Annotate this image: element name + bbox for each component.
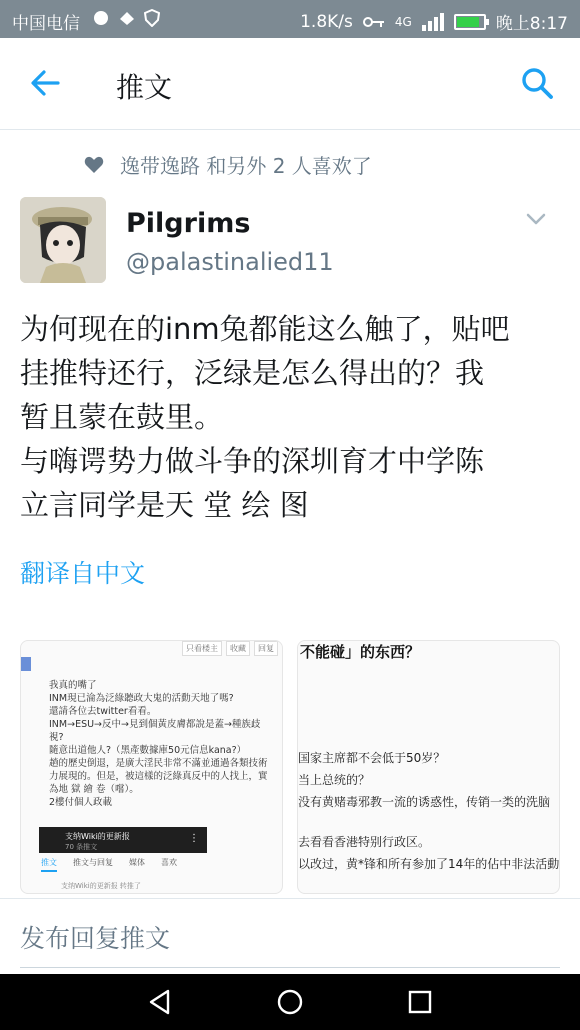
- page-title: 推文: [116, 71, 173, 104]
- embedded-tab: 喜欢: [161, 858, 177, 867]
- embedded-profile-bar: [39, 827, 207, 853]
- shield-icon: [144, 9, 160, 27]
- tweet-line: 为何现在的inm兔都能这么触了，贴吧: [20, 312, 510, 346]
- reply-input[interactable]: 发布回复推文: [20, 924, 171, 953]
- article-heading: 不能碰」的东西？: [300, 643, 421, 661]
- carrier-label: 中国电信: [12, 14, 80, 34]
- reply-underline: [20, 967, 560, 968]
- likes-text: 逸带逸路 和另外 2 人喜欢了: [120, 154, 372, 178]
- article-line: 没有黄赌毒邪教一流的诱惑性，传销一类的洗脑: [298, 795, 551, 809]
- status-right: [300, 9, 568, 34]
- network-speed: 1.8K/s: [300, 11, 353, 32]
- signal-icon: [422, 13, 444, 31]
- post-line: 視?: [49, 732, 64, 743]
- chat-icon: [92, 9, 110, 27]
- article-line: 当上总统的？: [298, 773, 371, 787]
- search-icon[interactable]: [520, 66, 554, 100]
- forum-button: 收藏: [226, 641, 250, 656]
- system-nav-bar: [0, 974, 580, 1030]
- embedded-profile-title: 支纳Wiki的更新报: [65, 832, 130, 841]
- chevron-down-icon[interactable]: [526, 212, 546, 226]
- bookmark-icon: [21, 657, 31, 671]
- embedded-profile-subtitle: 70 条推文: [65, 843, 98, 851]
- key-icon: [363, 15, 385, 29]
- post-line: 2樓付個人政載: [49, 797, 113, 808]
- embedded-tab: 媒体: [129, 858, 145, 867]
- clock: 晚上8:17: [495, 14, 568, 34]
- forum-button: 回复: [254, 641, 278, 656]
- battery-icon: [454, 14, 486, 30]
- status-bar: [0, 0, 580, 38]
- media-image-right[interactable]: [297, 640, 560, 894]
- post-line: 隨意出道他人?（黑產數據庫50元信息kana?）: [49, 745, 247, 756]
- status-icons: [92, 9, 160, 27]
- embedded-retweet-note: 支纳Wiki的更新报 转推了: [61, 882, 141, 890]
- post-line: INM現已淪為泛綠聽政大鬼的活動天地了嗎?: [49, 693, 234, 704]
- tweet-line: 暂且蒙在鼓里。: [20, 400, 224, 434]
- post-line: INM→ESU→反中→見到個黃皮膚都說是蓋→種族歧: [49, 719, 261, 730]
- article-line: 国家主席都不会低于50岁？: [298, 751, 446, 765]
- heart-icon: [84, 156, 104, 174]
- embedded-tabs: [41, 857, 177, 872]
- tweet-line: 与嗨谔势力做斗争的深圳育才中学陈: [20, 444, 485, 478]
- media-gallery: [20, 640, 560, 894]
- reply-bar: [0, 898, 580, 974]
- user-handle[interactable]: @palastinalied11: [126, 248, 334, 276]
- tweet-line: 挂推特还行，泛绿是怎么得出的？我: [20, 356, 485, 390]
- network-type: 4G: [394, 14, 412, 29]
- back-arrow-icon[interactable]: [28, 66, 62, 100]
- article-line: 去看看香港特别行政区。: [298, 835, 431, 849]
- likes-summary[interactable]: [84, 150, 372, 179]
- forum-button: 只看楼主: [182, 641, 222, 656]
- embedded-tab: 推文: [41, 857, 57, 872]
- post-line: 為地 獄 繪 卷（嚐）。: [49, 784, 139, 795]
- tweet-line: 立言同学是天 堂 绘 图: [20, 488, 309, 522]
- battery-level: [457, 17, 479, 27]
- forum-post-text: [49, 679, 279, 809]
- forum-toolbar: [182, 641, 278, 656]
- wifi-icon: [118, 9, 136, 27]
- translate-link[interactable]: 翻译自中文: [20, 559, 146, 588]
- avatar-image: [20, 197, 106, 283]
- nav-home-icon[interactable]: [276, 988, 304, 1016]
- display-name[interactable]: Pilgrims: [126, 208, 251, 239]
- post-line: 力展現的。但是，被這樣的泛綠真反中的人找上，實: [49, 771, 268, 782]
- post-line: 趟的歷史倒退，是廣大淫民非常不滿並通過各類技術: [49, 758, 268, 769]
- nav-recents-icon[interactable]: [406, 988, 434, 1016]
- app-bar: [0, 38, 580, 130]
- nav-back-icon[interactable]: [146, 988, 174, 1016]
- article-line: 以改过，黄*锋和所有参加了14年的佔中非法活動: [298, 857, 560, 871]
- avatar[interactable]: [20, 197, 106, 283]
- post-line: 我真的嘴了: [49, 680, 97, 691]
- post-line: 還請各位去twitter看看。: [49, 706, 157, 717]
- more-icon: ⋮: [189, 833, 199, 844]
- embedded-tab: 推文与回复: [73, 858, 113, 867]
- media-image-left[interactable]: [20, 640, 283, 894]
- tweet-text: [20, 307, 565, 527]
